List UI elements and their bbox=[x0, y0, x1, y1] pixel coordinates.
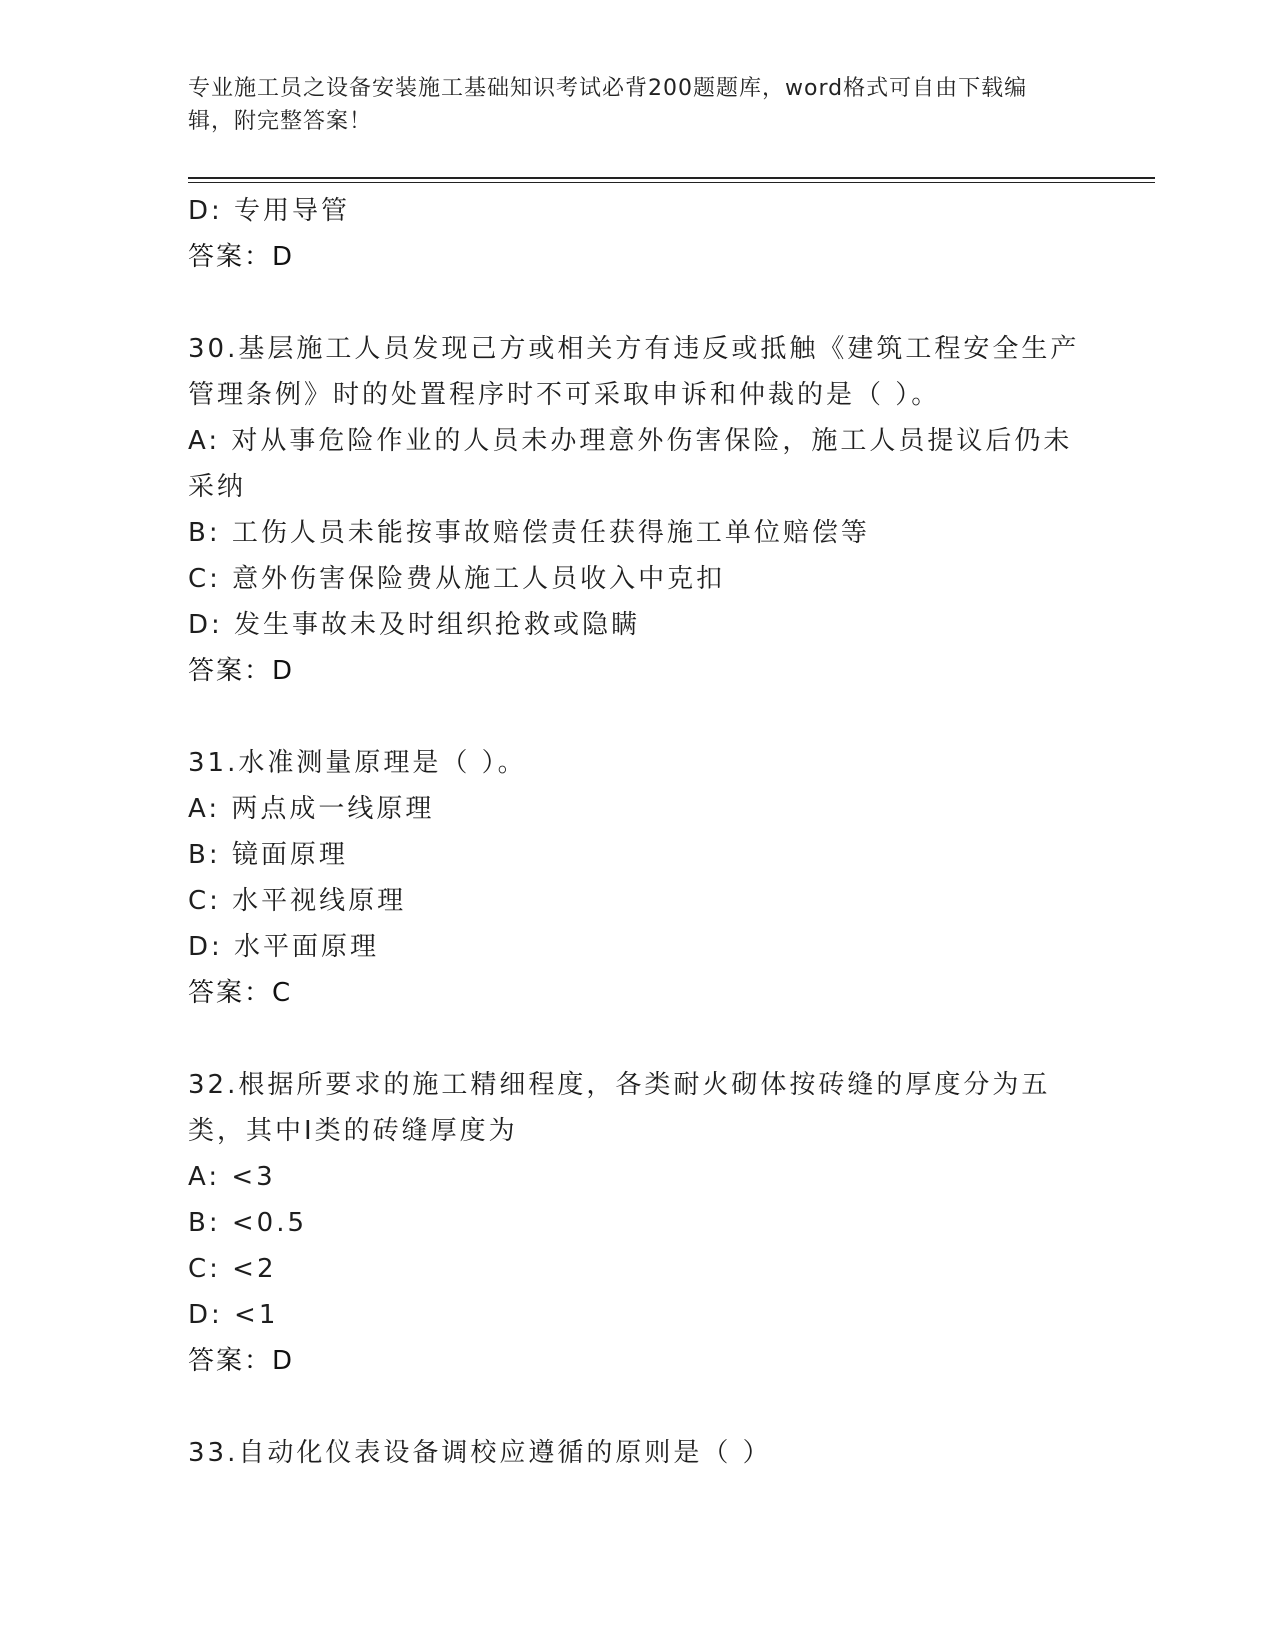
question-31-option-b: B: 镜面原理 bbox=[188, 840, 348, 870]
question-30-option-a: A: 对从事危险作业的人员未办理意外伤害保险，施工人员提议后仍未采纳 bbox=[188, 426, 1073, 502]
header-divider-thin bbox=[188, 182, 1155, 183]
question-31-option-d: D: 水平面原理 bbox=[188, 932, 380, 962]
question-30-text: 30.基层施工人员发现己方或相关方有违反或抵触《建筑工程安全生产管理条例》时的处置程序时不可采取申诉和仲裁的是（ ）。 bbox=[188, 334, 1080, 410]
spacer bbox=[188, 1384, 1088, 1430]
question-32-option-b: B: <0.5 bbox=[188, 1208, 307, 1238]
header-divider-thick bbox=[188, 177, 1155, 179]
question-32-answer: 答案：D bbox=[188, 1346, 295, 1376]
spacer bbox=[188, 1016, 1088, 1062]
question-32-text: 32.根据所要求的施工精细程度，各类耐火砌体按砖缝的厚度分为五类，其中Ⅰ类的砖缝厚度为 bbox=[188, 1070, 1051, 1146]
question-33 bbox=[188, 1430, 1088, 1476]
question-30-option-c: C: 意外伤害保险费从施工人员收入中克扣 bbox=[188, 564, 726, 594]
prev-option-d: D: 专用导管 bbox=[188, 196, 351, 226]
question-32-option-c: C: <2 bbox=[188, 1254, 277, 1284]
question-31-text: 31.水准测量原理是（ ）。 bbox=[188, 748, 527, 778]
document-body bbox=[188, 188, 1088, 1476]
question-31-answer: 答案：C bbox=[188, 978, 293, 1008]
spacer bbox=[188, 280, 1088, 326]
question-32 bbox=[188, 1062, 1088, 1384]
prev-answer: 答案：D bbox=[188, 242, 295, 272]
question-31-option-c: C: 水平视线原理 bbox=[188, 886, 407, 916]
question-31-option-a: A: 两点成一线原理 bbox=[188, 794, 435, 824]
question-30-option-d: D: 发生事故未及时组织抢救或隐瞒 bbox=[188, 610, 641, 640]
question-33-text: 33.自动化仪表设备调校应遵循的原则是（ ） bbox=[188, 1438, 772, 1468]
question-32-option-d: D: <1 bbox=[188, 1300, 279, 1330]
question-30 bbox=[188, 326, 1088, 694]
document-header: 专业施工员之设备安装施工基础知识考试必背200题题库，word格式可自由下载编辑，附完整答案！ bbox=[188, 76, 1028, 134]
spacer bbox=[188, 694, 1088, 740]
question-30-option-b: B: 工伤人员未能按事故赔偿责任获得施工单位赔偿等 bbox=[188, 518, 870, 548]
question-31 bbox=[188, 740, 1088, 1016]
question-30-answer: 答案：D bbox=[188, 656, 295, 686]
question-32-option-a: A: <3 bbox=[188, 1162, 276, 1192]
